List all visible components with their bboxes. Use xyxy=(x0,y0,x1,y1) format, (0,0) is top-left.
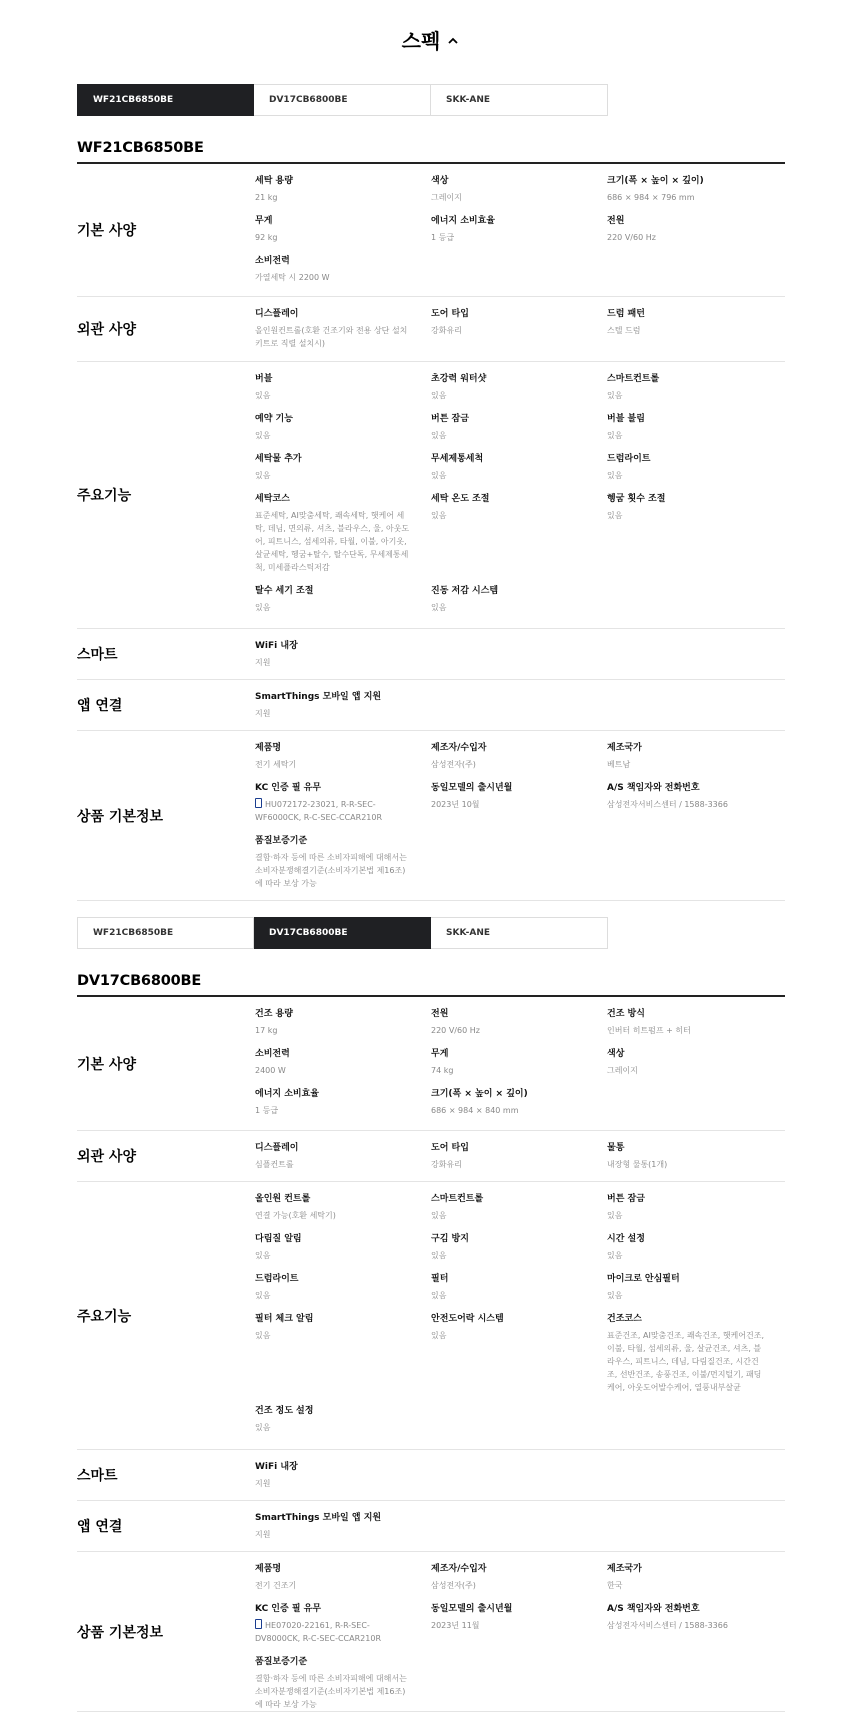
spec-item xyxy=(255,372,431,412)
spec-label: 색상 xyxy=(607,1049,625,1059)
spec-label: 전원 xyxy=(431,1009,449,1019)
spec-grid xyxy=(255,731,785,912)
spec-label: 소비전력 xyxy=(255,256,290,266)
spec-item xyxy=(255,1007,431,1047)
spec-value xyxy=(255,1619,431,1645)
spec-value: 있음 xyxy=(431,1211,447,1220)
spec-header[interactable] xyxy=(0,0,860,78)
spec-section xyxy=(77,1131,785,1182)
spec-value: 스텔 드럼 xyxy=(607,326,641,335)
tab-model[interactable]: DV17CB6800BE xyxy=(254,84,431,116)
spec-section xyxy=(77,680,785,731)
spec-item xyxy=(607,1047,783,1087)
spec-value: 지원 xyxy=(255,1479,271,1488)
spec-label: 버튼 잠금 xyxy=(607,1194,645,1204)
spec-label: 초강력 워터샷 xyxy=(431,374,487,384)
spec-item xyxy=(255,174,431,214)
spec-label: 크기(폭 × 높이 × 깊이) xyxy=(607,176,704,186)
spec-section xyxy=(77,164,785,297)
spec-value: 올인원컨트롤(호환 건조기와 전용 상단 설치 키트로 직렬 설치시) xyxy=(255,326,408,348)
spec-value: 인버터 히트펌프 + 히터 xyxy=(607,1026,691,1035)
spec-value: 있음 xyxy=(431,1331,447,1340)
spec-item xyxy=(255,781,431,834)
spec-value: 있음 xyxy=(255,391,271,400)
spec-label: 다림질 알림 xyxy=(255,1234,302,1244)
spec-grid xyxy=(255,297,785,372)
spec-item xyxy=(255,214,431,254)
spec-value: 있음 xyxy=(255,1331,271,1340)
spec-item xyxy=(607,1232,783,1272)
spec-value: 있음 xyxy=(255,471,271,480)
spec-item xyxy=(255,690,431,730)
spec-value: 삼성전자(주) xyxy=(431,1581,476,1590)
spec-label: 스마트컨트롤 xyxy=(431,1194,484,1204)
spec-item xyxy=(255,1404,431,1444)
chevron-up-icon[interactable] xyxy=(448,36,458,46)
spec-item xyxy=(255,639,431,679)
kc-cert-icon xyxy=(255,798,262,808)
spec-value: 있음 xyxy=(607,1251,623,1260)
spec-value: 베트남 xyxy=(607,760,631,769)
spec-label: 드럼라이트 xyxy=(607,454,651,464)
spec-grid xyxy=(255,362,785,636)
spec-value: 있음 xyxy=(607,1291,623,1300)
spec-value: 삼성전자(주) xyxy=(431,760,476,769)
spec-value: 있음 xyxy=(431,1251,447,1260)
section-heading: 주요기능 xyxy=(77,488,132,504)
spec-value: 그레이지 xyxy=(431,193,462,202)
spec-item xyxy=(431,412,607,452)
spec-item xyxy=(255,1655,431,1721)
spec-grid xyxy=(255,164,785,306)
spec-label: 도어 타입 xyxy=(431,309,469,319)
spec-item xyxy=(255,1602,431,1655)
spec-item xyxy=(431,1047,607,1087)
spec-grid xyxy=(255,1552,785,1733)
spec-value: 있음 xyxy=(431,391,447,400)
spec-value: 1 등급 xyxy=(431,233,455,242)
spec-item xyxy=(255,1087,431,1127)
spec-label: 에너지 소비효율 xyxy=(431,216,495,226)
spec-label: 무게 xyxy=(255,216,273,226)
spec-item xyxy=(607,452,783,492)
spec-label: 스마트컨트롤 xyxy=(607,374,660,384)
spec-section xyxy=(77,997,785,1131)
spec-label: 안전도어락 시스템 xyxy=(431,1314,504,1324)
spec-item xyxy=(431,741,607,781)
spec-value: 2023년 10월 xyxy=(431,800,480,809)
spec-value xyxy=(255,798,431,824)
spec-section xyxy=(77,1501,785,1552)
product-spec-block xyxy=(77,917,785,1712)
spec-value: 있음 xyxy=(431,511,447,520)
tab-model[interactable]: WF21CB6850BE xyxy=(77,917,254,949)
spec-label: 제품명 xyxy=(255,743,282,753)
spec-value: 연결 가능(호환 세탁기) xyxy=(255,1211,336,1220)
section-heading: 외관 사양 xyxy=(77,1149,136,1165)
spec-item xyxy=(607,492,783,584)
spec-value: 있음 xyxy=(607,1211,623,1220)
spec-value: 2023년 11월 xyxy=(431,1621,480,1630)
spec-item xyxy=(607,741,783,781)
spec-section xyxy=(77,297,785,362)
section-heading: 주요기능 xyxy=(77,1308,132,1325)
spec-item xyxy=(255,1047,431,1087)
spec-value: 220 V/60 Hz xyxy=(607,233,656,242)
spec-item xyxy=(255,584,431,624)
spec-label: 버블 xyxy=(255,374,273,384)
spec-item xyxy=(607,372,783,412)
spec-item xyxy=(255,1192,431,1232)
spec-item xyxy=(607,1007,783,1047)
model-title: WF21CB6850BE xyxy=(77,140,204,156)
spec-label: 품질보증기준 xyxy=(255,1657,308,1667)
spec-item xyxy=(431,1141,607,1181)
spec-value: 가열세탁 시 2200 W xyxy=(255,273,330,282)
spec-item xyxy=(431,492,607,584)
spec-value: 1 등급 xyxy=(255,1106,279,1115)
spec-value: 있음 xyxy=(607,391,623,400)
spec-item xyxy=(255,1272,431,1312)
spec-item xyxy=(431,1602,607,1655)
spec-item xyxy=(431,1232,607,1272)
spec-label: KC 인증 필 유무 xyxy=(255,783,322,793)
spec-section xyxy=(77,1450,785,1501)
model-tabs xyxy=(77,917,785,949)
section-heading: 상품 기본정보 xyxy=(77,808,164,825)
spec-value: 지원 xyxy=(255,1530,271,1539)
spec-value: 있음 xyxy=(431,603,447,612)
section-heading: 스마트 xyxy=(77,647,118,663)
spec-item xyxy=(431,1087,607,1127)
spec-label: 예약 기능 xyxy=(255,414,293,424)
spec-value: 있음 xyxy=(607,511,623,520)
spec-value: 74 kg xyxy=(431,1066,454,1075)
tab-model[interactable]: SKK-ANE xyxy=(431,84,608,116)
spec-label: 디스플레이 xyxy=(255,1143,299,1153)
spec-value: 강화유리 xyxy=(431,1160,462,1169)
spec-value: 강화유리 xyxy=(431,326,462,335)
spec-item xyxy=(431,1007,607,1047)
spec-label: A/S 책임자와 전화번호 xyxy=(607,783,700,793)
spec-section xyxy=(77,731,785,901)
spec-item xyxy=(255,254,431,294)
spec-label: 세탁 온도 조절 xyxy=(431,494,490,504)
spec-label: 올인원 컨트롤 xyxy=(255,1194,311,1204)
spec-value: 표준세탁, AI맞춤세탁, 쾌속세탁, 햇케어 세탁, 데님, 면의류, 셔츠, 블라우스, 울, 아웃도어, 피트니스, 섬세의류, 타월, 이불, 아기옷, 살균세탁, 헹굼+탈수, 탈수단독, 무세제통세척, 미세플라스틱저감 xyxy=(255,511,410,572)
spec-label: 동일모델의 출시년월 xyxy=(431,1604,513,1614)
spec-item xyxy=(255,452,431,492)
spec-value: 있음 xyxy=(431,471,447,480)
spec-value: 있음 xyxy=(255,431,271,440)
spec-value: 결함·하자 등에 따른 소비자피해에 대해서는 소비자분쟁해결기준(소비자기본법 제16조)에 따라 보상 가능 xyxy=(255,1674,407,1709)
kc-cert-text: HU072172-23021, R-R-SEC-WF6000CK, R-C-SEC-CCAR210R xyxy=(255,800,383,822)
spec-value: 92 kg xyxy=(255,233,278,242)
spec-item xyxy=(431,1272,607,1312)
spec-label: 제조자/수입자 xyxy=(431,743,487,753)
spec-item xyxy=(431,307,607,360)
spec-label: 제조자/수입자 xyxy=(431,1564,487,1574)
spec-label: 건조 방식 xyxy=(607,1009,645,1019)
spec-item xyxy=(607,1141,783,1181)
spec-grid xyxy=(255,1182,785,1456)
spec-item xyxy=(431,1192,607,1232)
spec-item xyxy=(607,1192,783,1232)
spec-value: 표준건조, AI맞춤건조, 쾌속건조, 햇케어건조, 이불, 타월, 섬세의류, 울, 살균건조, 셔츠, 블라우스, 피트니스, 데님, 다림질건조, 시간건조, 선반건조, 송풍건조, 이불/먼지털기, 패딩케어, 아웃도어발수케어, 열풍내부살균 xyxy=(607,1331,765,1392)
spec-section xyxy=(77,362,785,629)
section-heading: 앱 연결 xyxy=(77,698,123,714)
spec-label: A/S 책임자와 전화번호 xyxy=(607,1604,700,1614)
tab-model[interactable]: SKK-ANE xyxy=(431,917,608,949)
spec-label: 에너지 소비효율 xyxy=(255,1089,319,1099)
spec-grid xyxy=(255,997,785,1139)
spec-label: 무세제통세척 xyxy=(431,454,484,464)
spec-label: 세탁코스 xyxy=(255,494,290,504)
kc-cert-icon xyxy=(255,1619,262,1629)
spec-value: 있음 xyxy=(431,1291,447,1300)
model-tabs xyxy=(77,84,785,116)
spec-item xyxy=(431,372,607,412)
spec-value: 686 × 984 × 840 mm xyxy=(431,1106,519,1115)
spec-label: 필터 체크 알림 xyxy=(255,1314,314,1324)
spec-value: 있음 xyxy=(431,431,447,440)
spec-value: 있음 xyxy=(255,1291,271,1300)
spec-item xyxy=(431,1562,607,1602)
spec-value: 전기 세탁기 xyxy=(255,760,297,769)
spec-value: 심플컨트롤 xyxy=(255,1160,294,1169)
tab-model[interactable]: WF21CB6850BE xyxy=(77,84,254,116)
spec-item xyxy=(431,174,607,214)
section-heading: 앱 연결 xyxy=(77,1519,123,1535)
spec-label: KC 인증 필 유무 xyxy=(255,1604,322,1614)
spec-value: 한국 xyxy=(607,1581,623,1590)
spec-label: 건조 정도 설정 xyxy=(255,1406,314,1416)
spec-item xyxy=(431,781,607,834)
spec-item xyxy=(607,1272,783,1312)
spec-value: 그레이지 xyxy=(607,1066,638,1075)
spec-item xyxy=(255,1460,431,1500)
spec-item xyxy=(607,412,783,452)
spec-label: 드럼 패턴 xyxy=(607,309,645,319)
spec-item xyxy=(255,492,431,584)
spec-value: 있음 xyxy=(607,431,623,440)
spec-label: 소비전력 xyxy=(255,1049,290,1059)
spec-item xyxy=(255,307,431,360)
spec-label: 세탁 용량 xyxy=(255,176,293,186)
section-heading: 기본 사양 xyxy=(77,1056,136,1073)
spec-value: 220 V/60 Hz xyxy=(431,1026,480,1035)
spec-item xyxy=(607,214,783,254)
spec-value: 있음 xyxy=(255,1423,271,1432)
spec-item xyxy=(607,307,783,360)
spec-label: 시간 설정 xyxy=(607,1234,645,1244)
spec-label: 도어 타입 xyxy=(431,1143,469,1153)
spec-item xyxy=(607,174,783,214)
spec-value: 17 kg xyxy=(255,1026,278,1035)
spec-label: 건조코스 xyxy=(607,1314,642,1324)
spec-label: 디스플레이 xyxy=(255,309,299,319)
spec-label: SmartThings 모바일 앱 지원 xyxy=(255,1513,382,1523)
spec-section xyxy=(77,629,785,680)
spec-label: 동일모델의 출시년월 xyxy=(431,783,513,793)
kc-cert-text: HE07020-22161, R-R-SEC-DV8000CK, R-C-SEC-CCAR210R xyxy=(255,1621,381,1643)
spec-label: 크기(폭 × 높이 × 깊이) xyxy=(431,1089,528,1099)
spec-item xyxy=(431,1312,607,1404)
spec-label: 버튼 잠금 xyxy=(431,414,469,424)
spec-item xyxy=(607,1602,783,1655)
spec-item xyxy=(431,214,607,254)
spec-label: WiFi 내장 xyxy=(255,1462,298,1472)
spec-label: WiFi 내장 xyxy=(255,641,298,651)
spec-item xyxy=(607,781,783,834)
model-title: DV17CB6800BE xyxy=(77,973,202,989)
spec-label: 제조국가 xyxy=(607,743,642,753)
spec-value: 삼성전자서비스센터 / 1588-3366 xyxy=(607,1621,728,1630)
section-heading: 스마트 xyxy=(77,1468,118,1484)
section-heading: 외관 사양 xyxy=(77,322,136,338)
spec-value: 지원 xyxy=(255,658,271,667)
spec-value: 내장형 물통(1개) xyxy=(607,1160,668,1169)
spec-label: 구김 방지 xyxy=(431,1234,469,1244)
spec-label: 건조 용량 xyxy=(255,1009,293,1019)
spec-value: 686 × 984 × 796 mm xyxy=(607,193,695,202)
spec-label: 필터 xyxy=(431,1274,449,1284)
spec-value: 전기 건조기 xyxy=(255,1581,297,1590)
spec-item xyxy=(431,452,607,492)
spec-label: 전원 xyxy=(607,216,625,226)
spec-label: 드럼라이트 xyxy=(255,1274,299,1284)
spec-item xyxy=(255,1511,431,1551)
spec-label: 품질보증기준 xyxy=(255,836,308,846)
spec-item xyxy=(255,1232,431,1272)
section-heading: 상품 기본정보 xyxy=(77,1624,164,1641)
spec-label: 제조국가 xyxy=(607,1564,642,1574)
spec-section xyxy=(77,1182,785,1450)
spec-label: 세탁물 추가 xyxy=(255,454,302,464)
spec-item xyxy=(431,584,607,624)
spec-label: 무게 xyxy=(431,1049,449,1059)
spec-label: 버블 불림 xyxy=(607,414,645,424)
spec-item xyxy=(255,741,431,781)
spec-value: 있음 xyxy=(255,603,271,612)
tab-model[interactable]: DV17CB6800BE xyxy=(254,917,431,949)
spec-value: 결함·하자 등에 따른 소비자피해에 대해서는 소비자분쟁해결기준(소비자기본법 제16조)에 따라 보상 가능 xyxy=(255,853,407,888)
spec-item xyxy=(255,412,431,452)
spec-item xyxy=(255,834,431,900)
spec-value: 삼성전자서비스센터 / 1588-3366 xyxy=(607,800,728,809)
section-heading: 기본 사양 xyxy=(77,223,136,239)
spec-item xyxy=(607,1312,783,1404)
spec-value: 있음 xyxy=(607,471,623,480)
spec-item xyxy=(255,1141,431,1181)
spec-value: 있음 xyxy=(255,1251,271,1260)
spec-item xyxy=(607,1562,783,1602)
spec-label: 물통 xyxy=(607,1143,625,1153)
spec-value: 21 kg xyxy=(255,193,278,202)
spec-value: 지원 xyxy=(255,709,271,718)
spec-label: 탈수 세기 조절 xyxy=(255,586,314,596)
page-title: 스펙 xyxy=(401,28,441,53)
spec-label: 색상 xyxy=(431,176,449,186)
spec-label: 헹굼 횟수 조절 xyxy=(607,494,666,504)
spec-value: 2400 W xyxy=(255,1066,286,1075)
spec-label: 제품명 xyxy=(255,1564,282,1574)
spec-section xyxy=(77,1552,785,1712)
spec-item xyxy=(255,1312,431,1404)
spec-label: 마이크로 안심필터 xyxy=(607,1274,680,1284)
product-spec-block xyxy=(77,84,785,901)
spec-item xyxy=(255,1562,431,1602)
spec-label: 진동 저감 시스템 xyxy=(431,586,499,596)
spec-label: SmartThings 모바일 앱 지원 xyxy=(255,692,382,702)
